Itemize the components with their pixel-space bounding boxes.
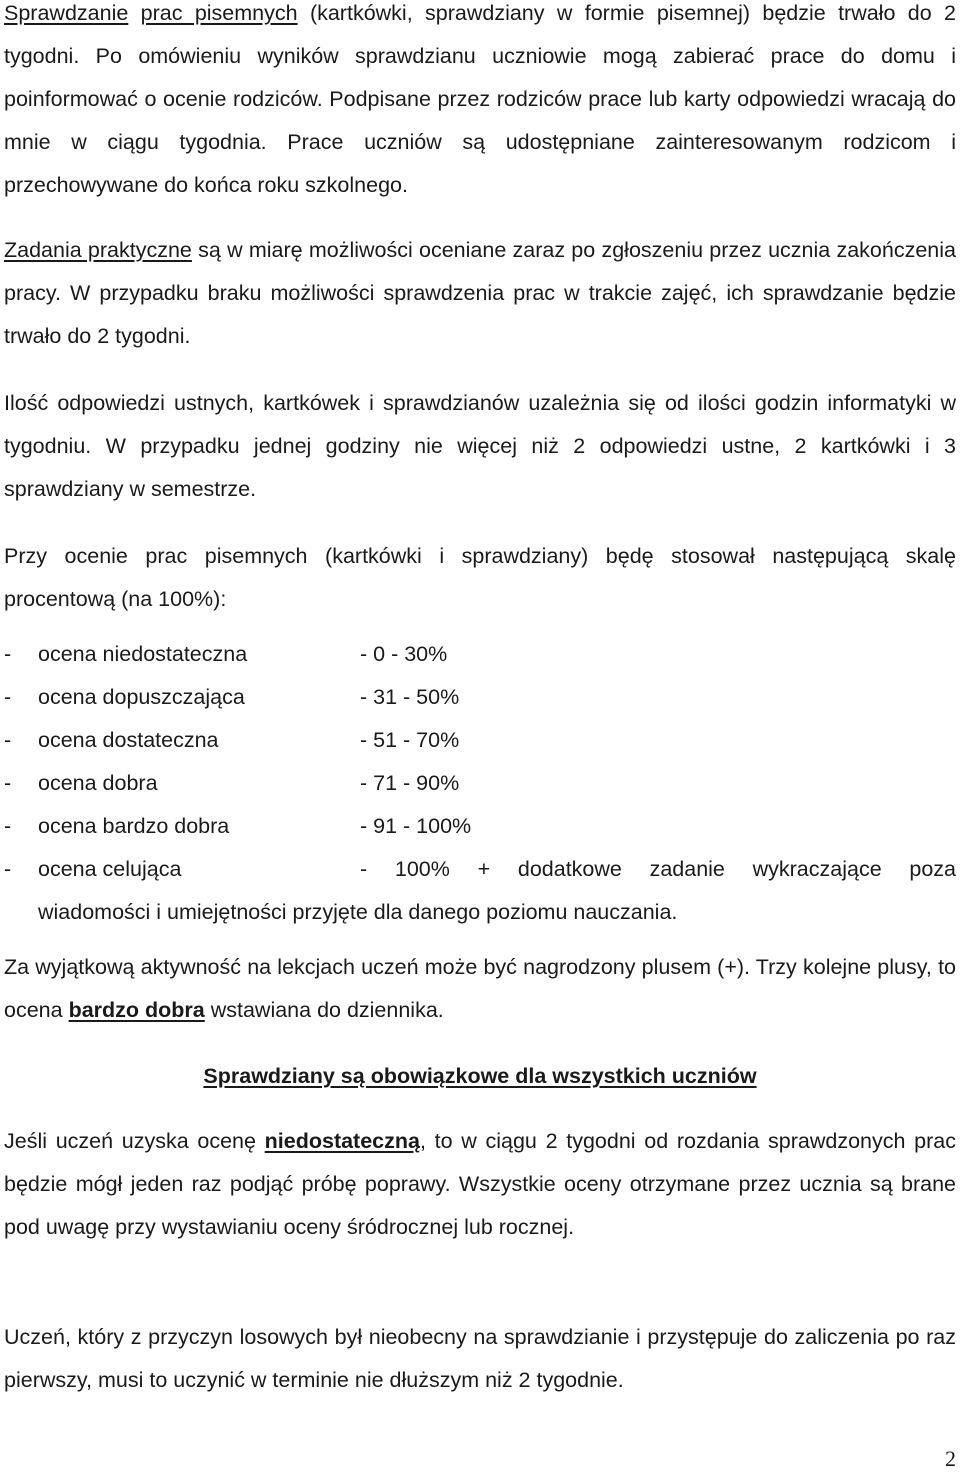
- grade-dash: -: [4, 728, 12, 752]
- text-span: Za wyjątkową aktywność na lekcjach uczeń może być nagrodzony plusem (+). Trzy kolejne plusy, to ocena: [4, 955, 956, 1022]
- grade-row: [4, 676, 956, 719]
- paragraph-activity-plus: [4, 946, 956, 1032]
- paragraph-written-tests: [4, 0, 956, 207]
- grade-name: ocena dostateczna: [38, 728, 219, 752]
- bold-term-bardzo-dobra: bardzo dobra: [68, 998, 205, 1022]
- heading-text: Sprawdziany są obowiązkowe dla wszystkich uczniów: [203, 1064, 757, 1088]
- paragraph-retake: [4, 1120, 956, 1249]
- grade-row-celujaca: [4, 848, 956, 934]
- grade-scale-list: [4, 633, 956, 934]
- grade-dash: -: [4, 771, 12, 795]
- text-span: Jeśli uczeń uzyska ocenę: [4, 1129, 265, 1153]
- grade-range: - 0 - 30%: [360, 642, 448, 666]
- grade-row: [4, 719, 956, 762]
- grade-range: - 91 - 100%: [360, 814, 472, 838]
- grade-name: ocena dopuszczająca: [38, 685, 245, 709]
- grade-name: ocena celująca: [38, 857, 182, 881]
- underlined-term-zadania-praktyczne: Zadania praktyczne: [4, 238, 192, 262]
- grade-name: ocena bardzo dobra: [38, 814, 230, 838]
- grade-range: - 100% + dodatkowe zadanie wykraczające poza: [360, 857, 956, 881]
- text-span: wstawiana do dziennika.: [204, 998, 444, 1022]
- grade-row: [4, 633, 956, 676]
- underlined-term-sprawdzanie: Sprawdzanie: [4, 1, 129, 25]
- grade-row: [4, 762, 956, 805]
- text-span: [128, 1, 140, 25]
- paragraph-absence: Uczeń, który z przyczyn losowych był nieobecny na sprawdzianie i przystępuje do zaliczenia po raz pierwszy, musi to uczynić w terminie nie dłuższym niż 2 tygodnie.: [4, 1325, 956, 1392]
- grade-dash: -: [4, 642, 12, 666]
- underlined-term-prac-pisemnych: prac pisemnych: [140, 1, 298, 25]
- paragraph-answers-count: Ilość odpowiedzi ustnych, kartkówek i sprawdzianów uzależnia się od ilości godzin informatyki w tygodniu. W przypadku jednej godziny nie więcej niż 2 odpowiedzi ustne, 2 kartkówki i 3 sprawdziany w semestrze.: [4, 391, 956, 501]
- paragraph-practical-tasks: [4, 229, 956, 358]
- grade-dash: -: [4, 814, 12, 838]
- bold-term-niedostateczna: niedostateczną: [264, 1129, 420, 1153]
- paragraph-percentage-scale: Przy ocenie prac pisemnych (kartkówki i sprawdziany) będę stosował następującą skalę procentową (na 100%):: [4, 544, 956, 611]
- text-span: (kartkówki, sprawdziany w formie pisemnej) będzie trwało do 2 tygodni. Po omówieniu wyników sprawdzianu uczniowie mogą zabierać prace do domu i poinformować o ocenie rodziców. Podpisane przez rodziców prace lub karty odpowiedzi wracają do mnie w ciągu tygodnia. Prace uczniów są udostępniane zainteresowanym rodzicom i przechowywane do końca roku szkolnego.: [4, 1, 956, 197]
- grade-range: - 31 - 50%: [360, 685, 460, 709]
- grade-name: ocena niedostateczna: [38, 642, 248, 666]
- grade-range: - 51 - 70%: [360, 728, 460, 752]
- text-span: , to w ciągu 2 tygodni od rozdania sprawdzonych prac będzie mógł jeden raz podjąć próbę poprawy. Wszystkie oceny otrzymane przez ucznia są brane pod uwagę przy wystawianiu oceny śródrocznej lub rocznej.: [4, 1129, 956, 1239]
- text-span: są w miarę możliwości oceniane zaraz po zgłoszeniu przez ucznia zakończenia pracy. W przypadku braku możliwości sprawdzenia prac w trakcie zajęć, ich sprawdzanie będzie trwało do 2 tygodni.: [4, 238, 956, 348]
- grade-dash: -: [4, 857, 12, 881]
- grade-range: - 71 - 90%: [360, 771, 460, 795]
- page-number: 2: [945, 1446, 956, 1471]
- grade-name: ocena dobra: [38, 771, 158, 795]
- grade-description: wiadomości i umiejętności przyjęte dla danego poziomu nauczania.: [38, 900, 678, 924]
- section-heading: [0, 1055, 960, 1098]
- grade-row: [4, 805, 956, 848]
- grade-dash: -: [4, 685, 12, 709]
